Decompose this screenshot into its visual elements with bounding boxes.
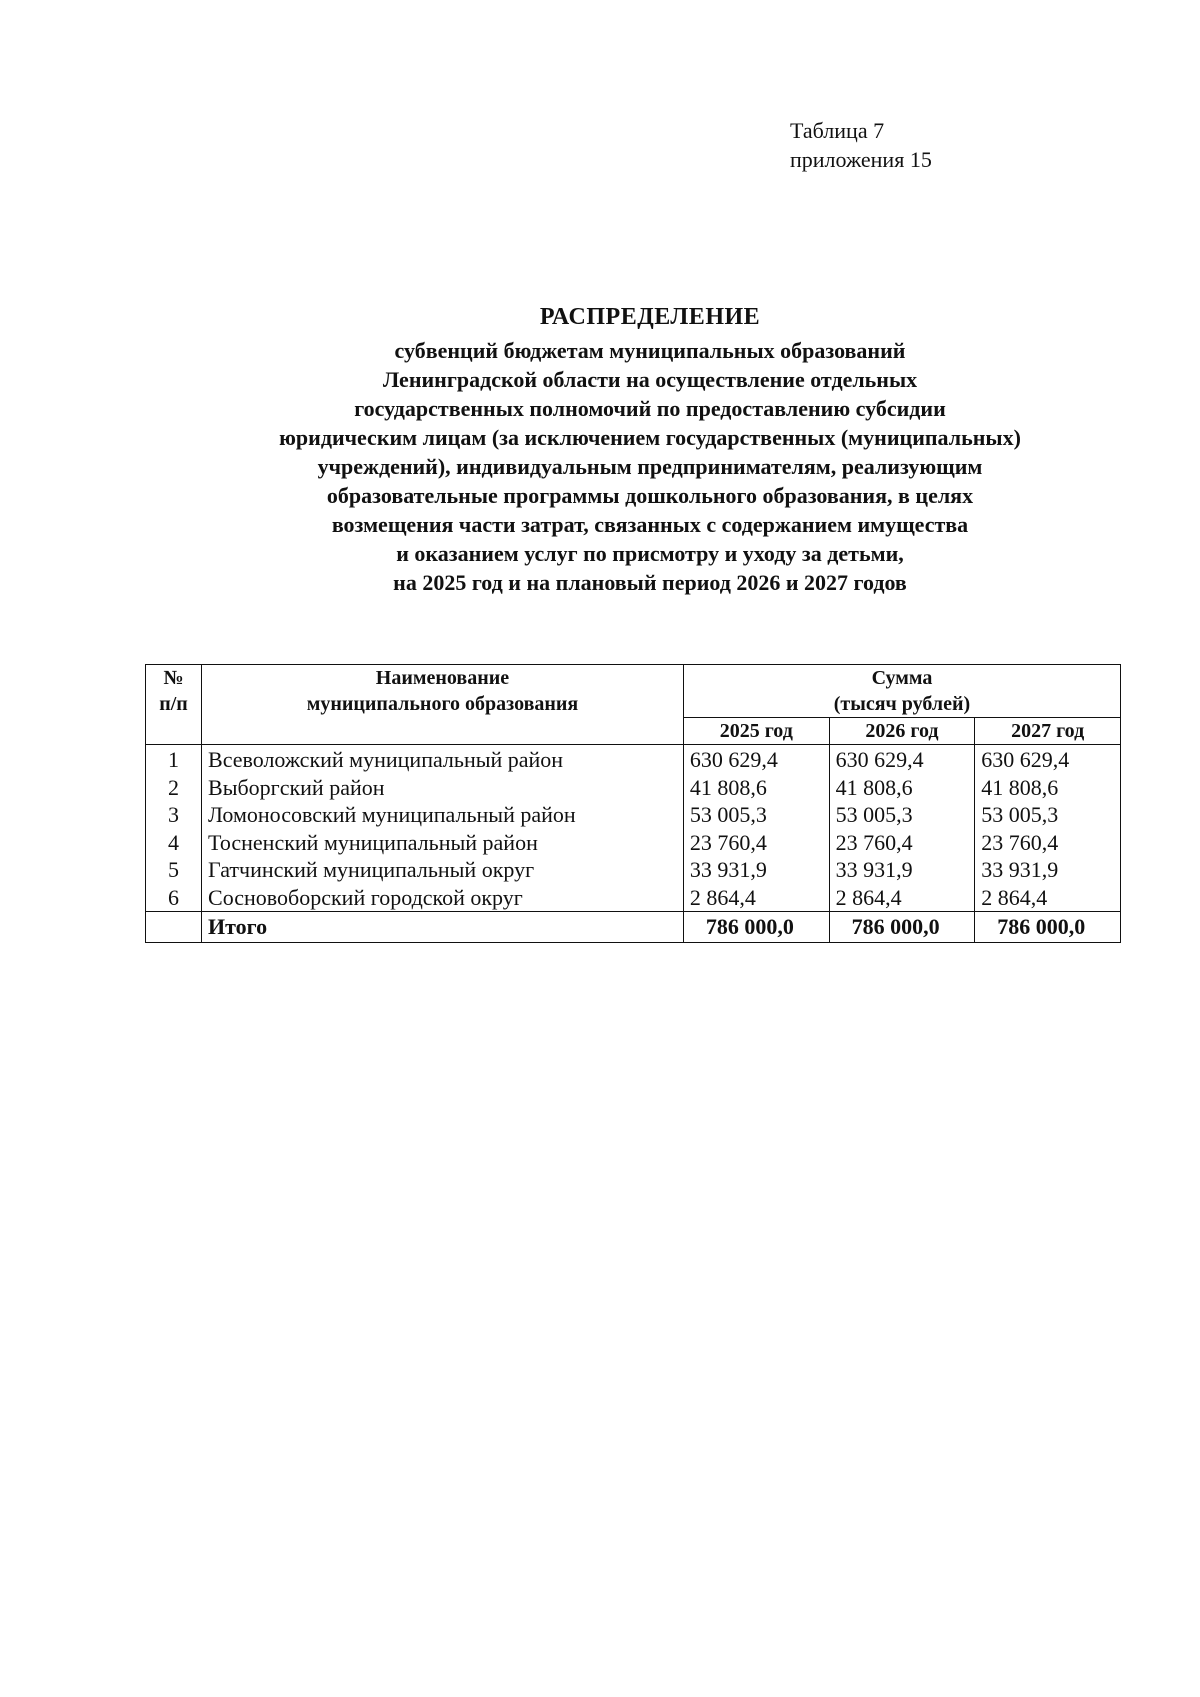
total-row-number — [146, 912, 202, 943]
amount-2026: 33 931,9 — [829, 856, 975, 884]
total-2026: 786 000,0 — [829, 912, 975, 943]
table-header — [146, 665, 1121, 745]
amount-2026: 2 864,4 — [829, 884, 975, 912]
header-number-line2: п/п — [159, 693, 188, 715]
subtitle-line: субвенций бюджетам муниципальных образований — [394, 338, 906, 363]
subtitle-line: юридическим лицам (за исключением государственных (муниципальных) — [279, 425, 1021, 450]
reference-appendix-number: приложения 15 — [790, 147, 932, 172]
amount-2025: 41 808,6 — [683, 774, 829, 802]
reference-table-number: Таблица 7 — [790, 118, 885, 143]
table-row — [146, 801, 1121, 829]
amount-2027: 41 808,6 — [975, 774, 1121, 802]
municipality-name: Выборгский район — [202, 774, 684, 802]
amount-2026: 23 760,4 — [829, 829, 975, 857]
amount-2027: 53 005,3 — [975, 801, 1121, 829]
table-body — [146, 745, 1121, 912]
header-sum-line2: (тысяч рублей) — [833, 693, 971, 715]
amount-2025: 53 005,3 — [683, 801, 829, 829]
subvention-distribution-table — [145, 664, 1121, 943]
document-subtitle — [130, 336, 1170, 597]
header-year-2025: 2025 год — [683, 718, 829, 745]
amount-2026: 41 808,6 — [829, 774, 975, 802]
total-2025: 786 000,0 — [683, 912, 829, 943]
subtitle-line: учреждений), индивидуальным предпринимателям, реализующим — [317, 454, 983, 479]
table-row — [146, 829, 1121, 857]
total-row — [146, 912, 1121, 943]
amount-2025: 33 931,9 — [683, 856, 829, 884]
document-title: РАСПРЕДЕЛЕНИЕ — [539, 304, 761, 330]
row-number: 2 — [146, 774, 202, 802]
row-number: 6 — [146, 884, 202, 912]
header-sum — [683, 665, 1120, 718]
amount-2027: 33 931,9 — [975, 856, 1121, 884]
table-row — [146, 774, 1121, 802]
subtitle-line: образовательные программы дошкольного образования, в целях — [326, 483, 974, 508]
municipality-name: Тосненский муниципальный район — [202, 829, 684, 857]
table-reference — [790, 116, 932, 174]
table-row — [146, 856, 1121, 884]
row-number: 3 — [146, 801, 202, 829]
amount-2025: 2 864,4 — [683, 884, 829, 912]
document-heading — [130, 302, 1170, 597]
municipality-name: Ломоносовский муниципальный район — [202, 801, 684, 829]
amount-2026: 53 005,3 — [829, 801, 975, 829]
header-year-2026: 2026 год — [829, 718, 975, 745]
total-label: Итого — [202, 912, 684, 943]
row-number: 5 — [146, 856, 202, 884]
header-year-2027: 2027 год — [975, 718, 1121, 745]
table-footer — [146, 912, 1121, 943]
header-number — [146, 665, 202, 745]
amount-2027: 630 629,4 — [975, 745, 1121, 774]
table-header-row — [146, 665, 1121, 718]
header-municipality-line2: муниципального образования — [306, 693, 579, 715]
subtitle-line: и оказанием услуг по присмотру и уходу за детьми, — [396, 541, 904, 566]
total-2027: 786 000,0 — [975, 912, 1121, 943]
table-row — [146, 884, 1121, 912]
amount-2027: 2 864,4 — [975, 884, 1121, 912]
amount-2025: 630 629,4 — [683, 745, 829, 774]
amount-2026: 630 629,4 — [829, 745, 975, 774]
subtitle-line: возмещения части затрат, связанных с содержанием имущества — [331, 512, 969, 537]
subtitle-line: Ленинградской области на осуществление отдельных — [382, 367, 918, 392]
municipality-name: Всеволожский муниципальный район — [202, 745, 684, 774]
subtitle-line: на 2025 год и на плановый период 2026 и 2027 годов — [393, 570, 907, 595]
header-sum-line1: Сумма — [871, 667, 933, 689]
header-municipality — [202, 665, 684, 745]
municipality-name: Гатчинский муниципальный округ — [202, 856, 684, 884]
header-municipality-line1: Наименование — [375, 667, 510, 689]
header-number-line1: № — [163, 667, 184, 689]
amount-2025: 23 760,4 — [683, 829, 829, 857]
table-row — [146, 745, 1121, 774]
municipality-name: Сосновоборский городской округ — [202, 884, 684, 912]
row-number: 1 — [146, 745, 202, 774]
amount-2027: 23 760,4 — [975, 829, 1121, 857]
row-number: 4 — [146, 829, 202, 857]
subtitle-line: государственных полномочий по предоставлению субсидии — [354, 396, 946, 421]
